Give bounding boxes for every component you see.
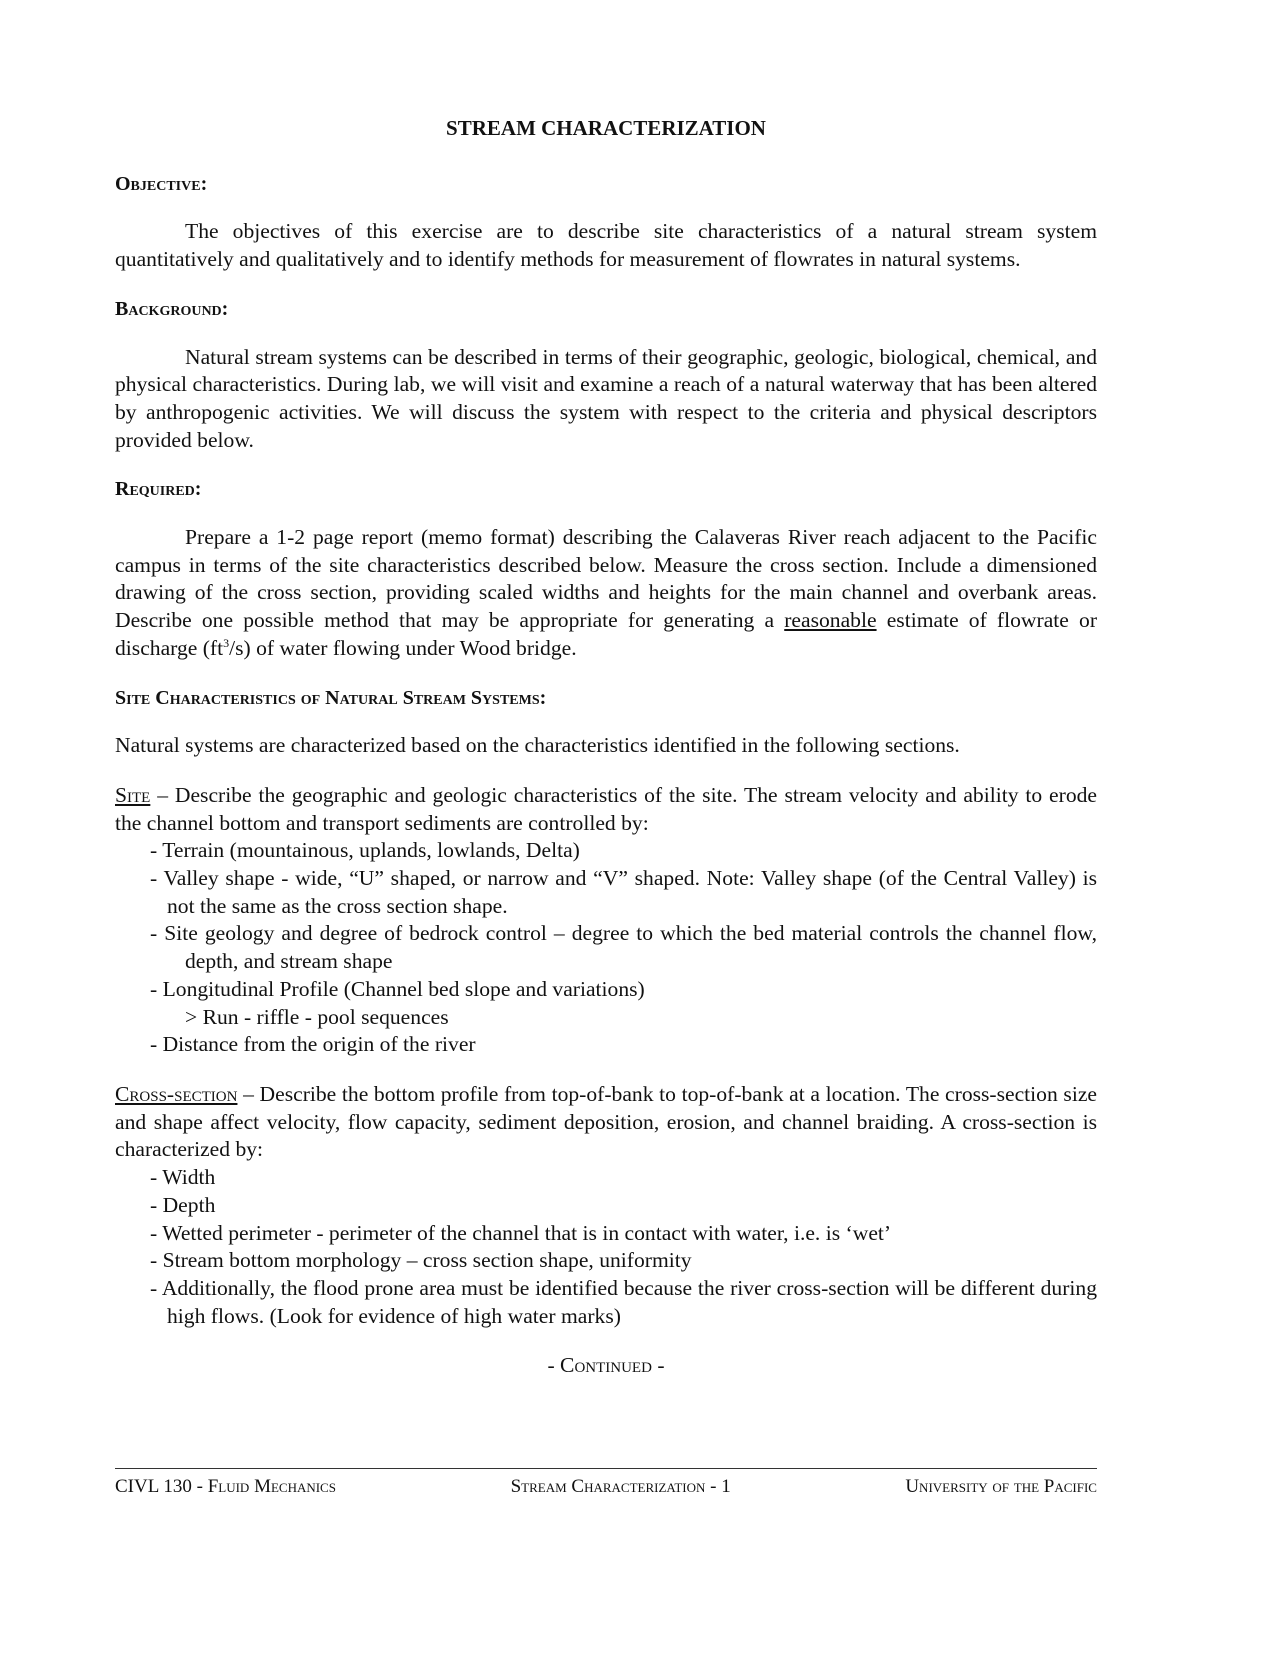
required-text-2: estimate of flowrate or discharge (ft — [115, 608, 1098, 660]
footer-page-title: Stream Characterization - 1 — [510, 1476, 731, 1497]
required-text-3: /s) of water flowing under Wood bridge. — [229, 635, 577, 660]
list-item: - Additionally, the flood prone area must be identified because the river cross-section will be different during high flows. (Look for evidence of high water marks) — [150, 1275, 1097, 1328]
footer-course: CIVL 130 - Fluid Mechanics — [115, 1476, 336, 1497]
list-item: - Depth — [150, 1192, 216, 1217]
superscript: 3 — [223, 635, 230, 650]
required-text: Prepare a 1-2 page report (memo format) describing the Calaveras River reach adjacent to the Pacific campus in terms of the site characteristics described below. Measure the cross section. Include a dimensioned drawing of the cross section, providing scaled widths and heights for the main channel and overbank areas. Describe one possible method that may be appropriate for generating a — [115, 525, 1097, 633]
list-item: - Stream bottom morphology – cross section shape, uniformity — [150, 1248, 692, 1273]
required-heading: Required: — [115, 478, 202, 501]
list-item: - Terrain (mountainous, uplands, lowlands, Delta) — [150, 838, 580, 863]
cross-section-paragraph — [115, 1081, 1097, 1164]
site-paragraph — [115, 782, 1097, 837]
page-title: STREAM CHARACTERIZATION — [446, 116, 766, 140]
list-item: > Run - riffle - pool sequences — [185, 1004, 449, 1029]
list-item: - Site geology and degree of bedrock control – degree to which the bed material controls the channel flow, depth, and stream shape — [150, 921, 1097, 974]
continued-marker: - Continued - — [547, 1353, 665, 1378]
list-item: - Width — [150, 1165, 216, 1190]
site-label: Site — [115, 782, 151, 807]
site-list — [115, 837, 1097, 1059]
site-text: – Describe the geographic and geologic characteristics of the site. The stream velocity and ability to erode the channel bottom and transport sediments are controlled by: — [115, 782, 1097, 835]
background-paragraph: Natural stream systems can be described in terms of their geographic, geologic, biological, chemical, and physical characteristics. During lab, we will visit and examine a reach of a natural waterway that has been altered by anthropogenic activities. We will discuss the system with respect to the criteria and physical descriptors provided below. — [115, 344, 1097, 452]
site-characteristics-intro: Natural systems are characterized based on the characteristics identified in the following sections. — [115, 733, 960, 758]
list-item: - Valley shape - wide, “U” shaped, or narrow and “V” shaped. Note: Valley shape (of the Central Valley) is not the same as the cross section shape. — [150, 866, 1097, 918]
footer-university: University of the Pacific — [905, 1476, 1097, 1497]
site-characteristics-heading: Site Characteristics of Natural Stream Systems: — [115, 686, 547, 709]
required-paragraph — [115, 524, 1097, 663]
cross-section-text: – Describe the bottom profile from top-of-bank to top-of-bank at a location. The cross-section size and shape affect velocity, flow capacity, sediment deposition, erosion, and channel braiding. A cross-section is characterized by: — [115, 1081, 1097, 1162]
cross-section-list — [115, 1164, 1097, 1330]
objective-heading: Objective: — [115, 172, 208, 195]
background-heading: Background: — [115, 297, 229, 320]
document-page — [115, 115, 1097, 1380]
page-footer — [115, 1468, 1097, 1501]
underlined-word: reasonable — [784, 608, 877, 633]
cross-section-label: Cross-section — [115, 1081, 238, 1106]
list-item: - Distance from the origin of the river — [150, 1032, 476, 1057]
list-item: - Wetted perimeter - perimeter of the channel that is in contact with water, i.e. is ‘wet’ — [150, 1220, 892, 1245]
list-item: - Longitudinal Profile (Channel bed slope and variations) — [150, 976, 645, 1001]
objective-paragraph: The objectives of this exercise are to describe site characteristics of a natural stream system quantitatively and qualitatively and to identify methods for measurement of flowrates in natural systems. — [115, 219, 1097, 272]
